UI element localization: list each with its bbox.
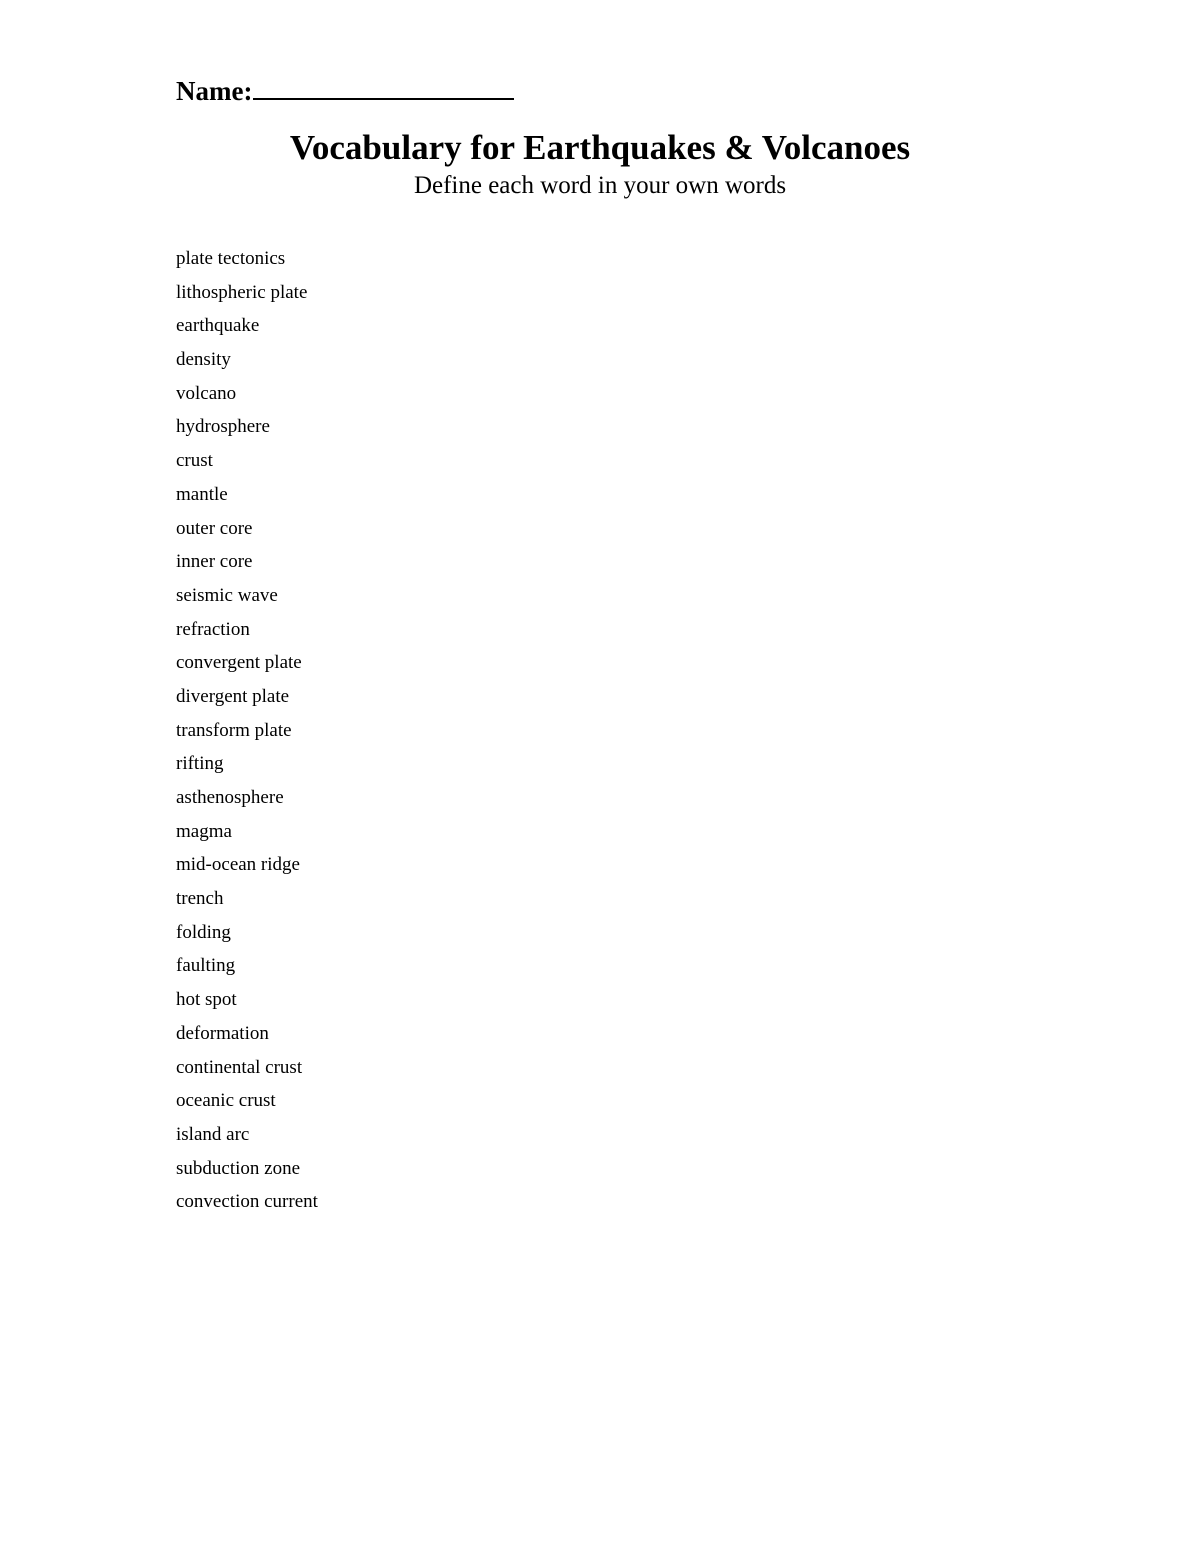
vocab-term: inner core — [176, 551, 253, 573]
vocab-term: seismic wave — [176, 584, 278, 606]
vocab-term: convection current — [176, 1191, 318, 1213]
name-field — [176, 70, 514, 109]
vocab-term: earthquake — [176, 315, 260, 337]
vocab-term: faulting — [176, 955, 236, 977]
vocab-term: trench — [176, 888, 224, 910]
vocab-term: transform plate — [176, 719, 292, 741]
vocabulary-list — [176, 246, 318, 1223]
vocab-term: density — [176, 349, 231, 371]
vocab-term: outer core — [176, 517, 253, 539]
vocab-term: deformation — [176, 1022, 269, 1044]
vocab-term: volcano — [176, 382, 237, 404]
vocab-term: crust — [176, 450, 213, 472]
vocab-term: lithospheric plate — [176, 281, 308, 303]
vocab-term: refraction — [176, 618, 250, 640]
vocab-term: mid-ocean ridge — [176, 854, 300, 876]
vocab-term: hot spot — [176, 989, 237, 1011]
page-title: Vocabulary for Earthquakes & Volcanoes — [289, 128, 911, 167]
name-label: Name: — [176, 76, 253, 106]
vocab-term: divergent plate — [176, 685, 290, 707]
vocab-term: island arc — [176, 1123, 250, 1145]
vocab-term: continental crust — [176, 1056, 303, 1078]
vocab-term: mantle — [176, 483, 228, 505]
vocab-term: magma — [176, 820, 232, 842]
vocab-term: oceanic crust — [176, 1090, 276, 1112]
vocab-term: subduction zone — [176, 1157, 301, 1179]
vocab-term: plate tectonics — [176, 248, 286, 269]
vocab-term: convergent plate — [176, 652, 302, 674]
name-blank-line[interactable] — [253, 70, 514, 100]
vocab-term: rifting — [176, 753, 224, 775]
page-subtitle: Define each word in your own words — [413, 172, 787, 199]
vocab-term: asthenosphere — [176, 787, 284, 808]
vocab-term: hydrosphere — [176, 416, 270, 438]
vocab-term: folding — [176, 921, 231, 943]
